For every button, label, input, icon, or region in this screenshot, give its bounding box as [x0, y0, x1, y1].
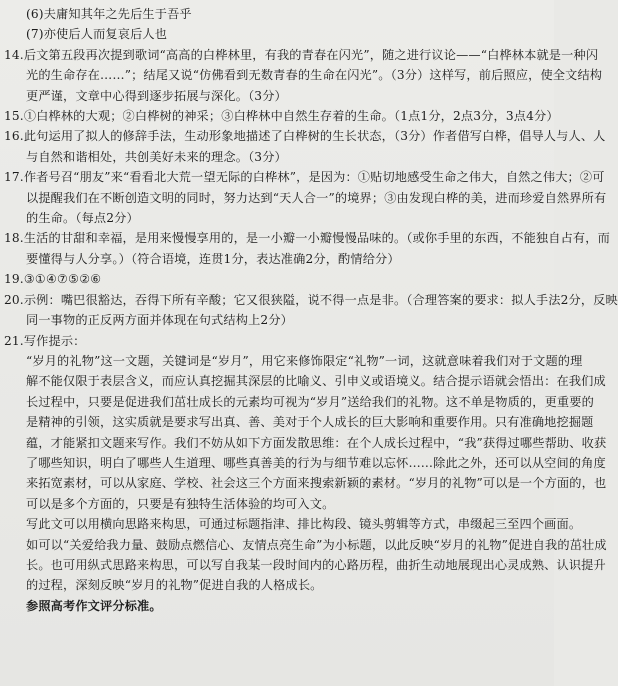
writing-tip-para-1-line-7: 来拓宽素材，可以从家庭、学校、社会这三个方面来搜索新颖的素材。“岁月的礼物”可以是一个方面的，也 — [26, 476, 607, 491]
writing-tip-para-2-line-3: 长。也可用纵式思路来构思，可以写自我某一段时间内的心路历程，曲折生动地展现出心灵成熟、认识提升 — [26, 557, 606, 572]
answer-6-line: (6)夫庸知其年之先后生于吾乎 — [26, 7, 192, 21]
writing-tip-para-2-line-1: 写此文可以用横向思路来构思，可通过标题指津、排比构段、镜头剪辑等方式，串缀起三至四个画面。 — [26, 517, 582, 532]
writing-tip-para-1-line-2: 解不能仅限于表层含义，而应认真挖掘其深层的比喻义、引申义或语境义。结合提示语就会悟出：在我们成 — [26, 374, 606, 389]
question-14-line-3: 更严谨，文章中心得到逐步拓展与深化。（3分） — [26, 88, 287, 103]
question-17-line-2: 以提醒我们在不断创造文明的同时，努力达到“天人合一”的境界；③由发现白桦的美，进而珍爱自然界所有 — [26, 190, 607, 205]
writing-tip-para-1-line-5: 蕴，才能紧扣文题来写作。我们不妨从如下方面发散思维：在个人成长过程中，“我”获得过哪些帮助、收获 — [26, 435, 607, 450]
writing-tip-para-1-line-4: 是精神的引领，这实质就是要求写出真、善、美对于个人成长的巨大影响和重要作用。只有准确地挖掘题 — [26, 415, 594, 430]
writing-tip-para-1-line-6: 了哪些知识，明白了哪些人生道理、哪些真善美的行为与细节难以忘怀……除此之外，还可以从空间的角度 — [26, 455, 606, 470]
question-21-heading: 21.写作提示： — [4, 333, 86, 348]
question-16-line-1: 16.此句运用了拟人的修辞手法，生动形象地描述了白桦树的生长状态，（3分）作者借写白桦，倡导人与人、人 — [4, 129, 606, 144]
writing-tip-para-2-line-2: 如可以“关爱给我力量、鼓励点燃信心、友情点亮生命”为小标题，以此反映“岁月的礼物”促进自我的茁壮成 — [26, 537, 607, 552]
writing-tip-para-2-line-4: 的过程，深刻反映“岁月的礼物”促进自我的人格成长。 — [26, 578, 323, 593]
scoring-standard-note: 参照高考作文评分标准。 — [26, 598, 162, 613]
question-18-line-1: 18.生活的甘甜和幸福，是用来慢慢享用的，是一小瓣一小瓣慢慢品味的。（或你手里的东西，不能独自占有，而 — [4, 231, 610, 246]
writing-tip-para-1-line-3: 长过程中，只要是促进我们茁壮成长的元素均可视为“岁月”送给我们的礼物。这不单是物质的，更重要的 — [26, 394, 594, 409]
writing-tip-para-1-line-8: 可以是多个方面的，只要是有独特生活体验的均可入文。 — [26, 496, 335, 511]
question-16-line-2: 与自然和谐相处，共创美好未来的理念。（3分） — [26, 149, 287, 164]
writing-tip-para-1-line-1: “岁月的礼物”这一文题，关键词是“岁月”，用它来修饰限定“礼物”一词，这就意味着我们对于文题的理 — [26, 353, 583, 368]
question-14-line-1: 14.后文第五段再次提到歌词“高高的白桦林里，有我的青春在闪光”，随之进行议论——“白桦林本就是一种闪 — [4, 47, 599, 62]
question-20-line-1: 20.示例：嘴巴很豁达，吞得下所有辛酸；它又很狭隘，说不得一点是非。（合理答案的要求：拟人手法2分，反映 — [4, 292, 618, 307]
question-18-line-2: 要懂得与人分享。）（符合语境，连贯1分，表达准确2分，酌情给分） — [26, 251, 400, 266]
question-15-line-1: 15.①白桦林的大观；②白桦树的神采；③白桦林中自然生存着的生命。（1点1分，2点3分，3点4分） — [4, 109, 559, 124]
question-17-line-1: 17.作者号召“朋友”来“看看北大荒一望无际的白桦林”，是因为：①贴切地感受生命之伟大，自然之伟大；②可 — [4, 170, 605, 185]
question-17-line-3: 的生命。（每点2分） — [26, 211, 139, 226]
question-19-line-1: 19.③①④⑦⑤②⑥ — [4, 272, 102, 287]
question-20-line-2: 同一事物的正反两方面并体现在句式结构上2分） — [26, 313, 293, 328]
answer-7-line: (7)亦使后人而复哀后人也 — [26, 27, 168, 42]
question-14-line-2: 光的生命存在……”；结尾又说“仿佛看到无数青春的生命在闪光”。（3分）这样写，前后照应，使全文结构 — [26, 68, 603, 83]
